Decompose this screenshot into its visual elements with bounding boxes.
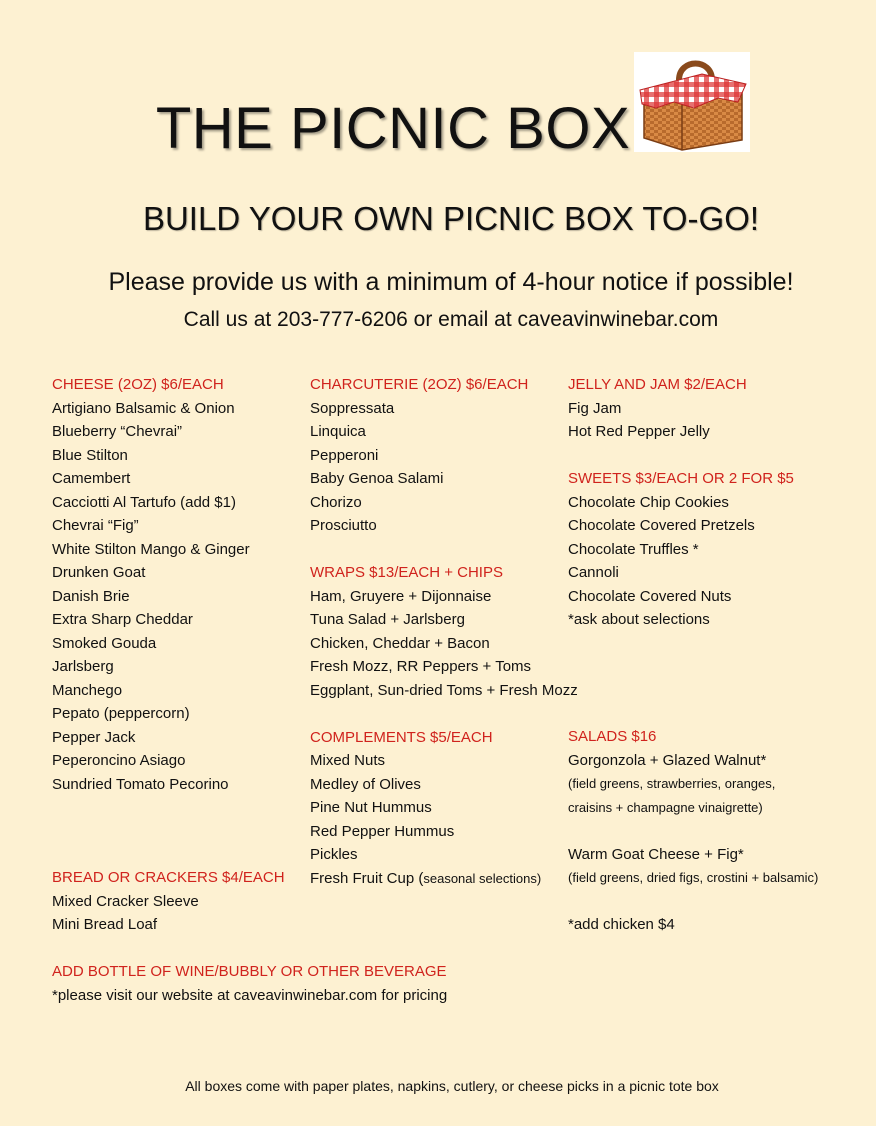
list-item: Mini Bread Loaf bbox=[52, 916, 158, 933]
list-item: Chorizo bbox=[310, 493, 362, 511]
list-item: Cacciotti Al Tartufo (add $1) bbox=[52, 493, 236, 511]
page-title: THE PICNIC BOX bbox=[155, 96, 631, 161]
wraps-heading: WRAPS $13/EACH + CHIPS bbox=[310, 564, 503, 581]
list-item: Danish Brie bbox=[52, 587, 130, 605]
list-item: Extra Sharp Cheddar bbox=[52, 611, 193, 628]
jelly-sweets-column bbox=[568, 373, 794, 632]
salad-description: (field greens, dried figs, crostini + balsamic) bbox=[568, 870, 819, 885]
list-item: *ask about selections bbox=[568, 611, 710, 628]
list-item: Blue Stilton bbox=[52, 446, 128, 464]
picnic-basket-icon bbox=[634, 52, 750, 152]
salad-addon: *add chicken $4 bbox=[568, 916, 675, 933]
list-item: Drunken Goat bbox=[52, 564, 146, 581]
list-item: Camembert bbox=[52, 470, 131, 487]
charcuterie-heading: CHARCUTERIE (2OZ) $6/EACH bbox=[310, 376, 529, 393]
list-item: Jarlsberg bbox=[52, 658, 114, 675]
fruit-cup-label: Fresh Fruit Cup ( bbox=[310, 869, 424, 887]
footer-text: All boxes come with paper plates, napkins, cutlery, or cheese picks in a picnic tote box bbox=[185, 1078, 719, 1094]
list-item: Blueberry “Chevrai” bbox=[52, 423, 183, 440]
list-item: Smoked Gouda bbox=[52, 634, 157, 652]
list-item: Hot Red Pepper Jelly bbox=[568, 423, 710, 440]
list-item: Mixed Cracker Sleeve bbox=[52, 892, 199, 910]
list-item: Chocolate Chip Cookies bbox=[568, 493, 729, 511]
list-item: Chocolate Covered Nuts bbox=[568, 587, 732, 605]
list-item: Fresh Mozz, RR Peppers + Toms bbox=[310, 658, 532, 675]
list-item: Sundried Tomato Pecorino bbox=[52, 775, 229, 793]
list-item: Peperoncino Asiago bbox=[52, 752, 186, 769]
salads-column bbox=[568, 725, 818, 937]
list-item: Mixed Nuts bbox=[310, 752, 386, 769]
list-item: Pine Nut Hummus bbox=[310, 799, 432, 816]
list-item: Pepper Jack bbox=[52, 728, 136, 746]
list-item: Manchego bbox=[52, 681, 123, 699]
list-item: Warm Goat Cheese + Fig* bbox=[568, 845, 744, 863]
list-item: Chocolate Covered Pretzels bbox=[568, 517, 755, 534]
list-item: Gorgonzola + Glazed Walnut* bbox=[568, 751, 767, 769]
list-item: Medley of Olives bbox=[310, 775, 421, 793]
list-item: Pepperoni bbox=[310, 446, 379, 464]
cheese-column bbox=[52, 373, 250, 796]
contact-text: Call us at 203-777-6206 or email at caveavinwinebar.com bbox=[183, 308, 719, 331]
salad-description: craisins + champagne vinaigrette) bbox=[568, 799, 763, 815]
sweets-heading: SWEETS $3/EACH OR 2 FOR $5 bbox=[568, 470, 794, 487]
list-item: Chicken, Cheddar + Bacon bbox=[310, 634, 490, 652]
beverage-heading: ADD BOTTLE OF WINE/BUBBLY OR OTHER BEVERAGE bbox=[52, 963, 447, 980]
list-item: White Stilton Mango & Ginger bbox=[52, 540, 250, 558]
list-item: Baby Genoa Salami bbox=[310, 470, 444, 487]
list-item: Soppressata bbox=[310, 399, 395, 417]
complements-heading: COMPLEMENTS $5/EACH bbox=[310, 728, 493, 746]
list-item: Cannoli bbox=[568, 564, 619, 581]
salad-description: (field greens, strawberries, oranges, bbox=[568, 776, 776, 791]
list-item: Artigiano Balsamic & Onion bbox=[52, 399, 235, 417]
list-item: Tuna Salad + Jarlsberg bbox=[310, 611, 465, 628]
list-item bbox=[310, 867, 578, 891]
jelly-heading: JELLY AND JAM $2/EACH bbox=[568, 376, 747, 393]
fruit-cup-note: seasonal selections) bbox=[423, 870, 542, 886]
list-item: Fig Jam bbox=[568, 399, 622, 417]
bread-heading: BREAD OR CRACKERS $4/EACH bbox=[52, 869, 285, 886]
list-item: Pickles bbox=[310, 846, 358, 863]
list-item: Eggplant, Sun-dried Toms + Fresh Mozz bbox=[310, 681, 578, 699]
list-item: Chevrai “Fig” bbox=[52, 517, 139, 534]
list-item: Chocolate Truffles * bbox=[568, 540, 699, 558]
page-subtitle: BUILD YOUR OWN PICNIC BOX TO-GO! bbox=[142, 200, 760, 237]
beverage-note: *please visit our website at caveavinwinebar.com for pricing bbox=[52, 986, 448, 1004]
charcuterie-column bbox=[310, 373, 578, 890]
salads-heading: SALADS $16 bbox=[568, 728, 657, 745]
list-item: Red Pepper Hummus bbox=[310, 822, 455, 840]
list-item: Linquica bbox=[310, 423, 366, 440]
notice-text: Please provide us with a minimum of 4-hour notice if possible! bbox=[108, 268, 794, 296]
list-item: Pepato (peppercorn) bbox=[52, 705, 190, 722]
list-item: Ham, Gruyere + Dijonnaise bbox=[310, 587, 492, 605]
cheese-heading: CHEESE (2OZ) $6/EACH bbox=[52, 376, 224, 393]
list-item: Prosciutto bbox=[310, 517, 377, 534]
